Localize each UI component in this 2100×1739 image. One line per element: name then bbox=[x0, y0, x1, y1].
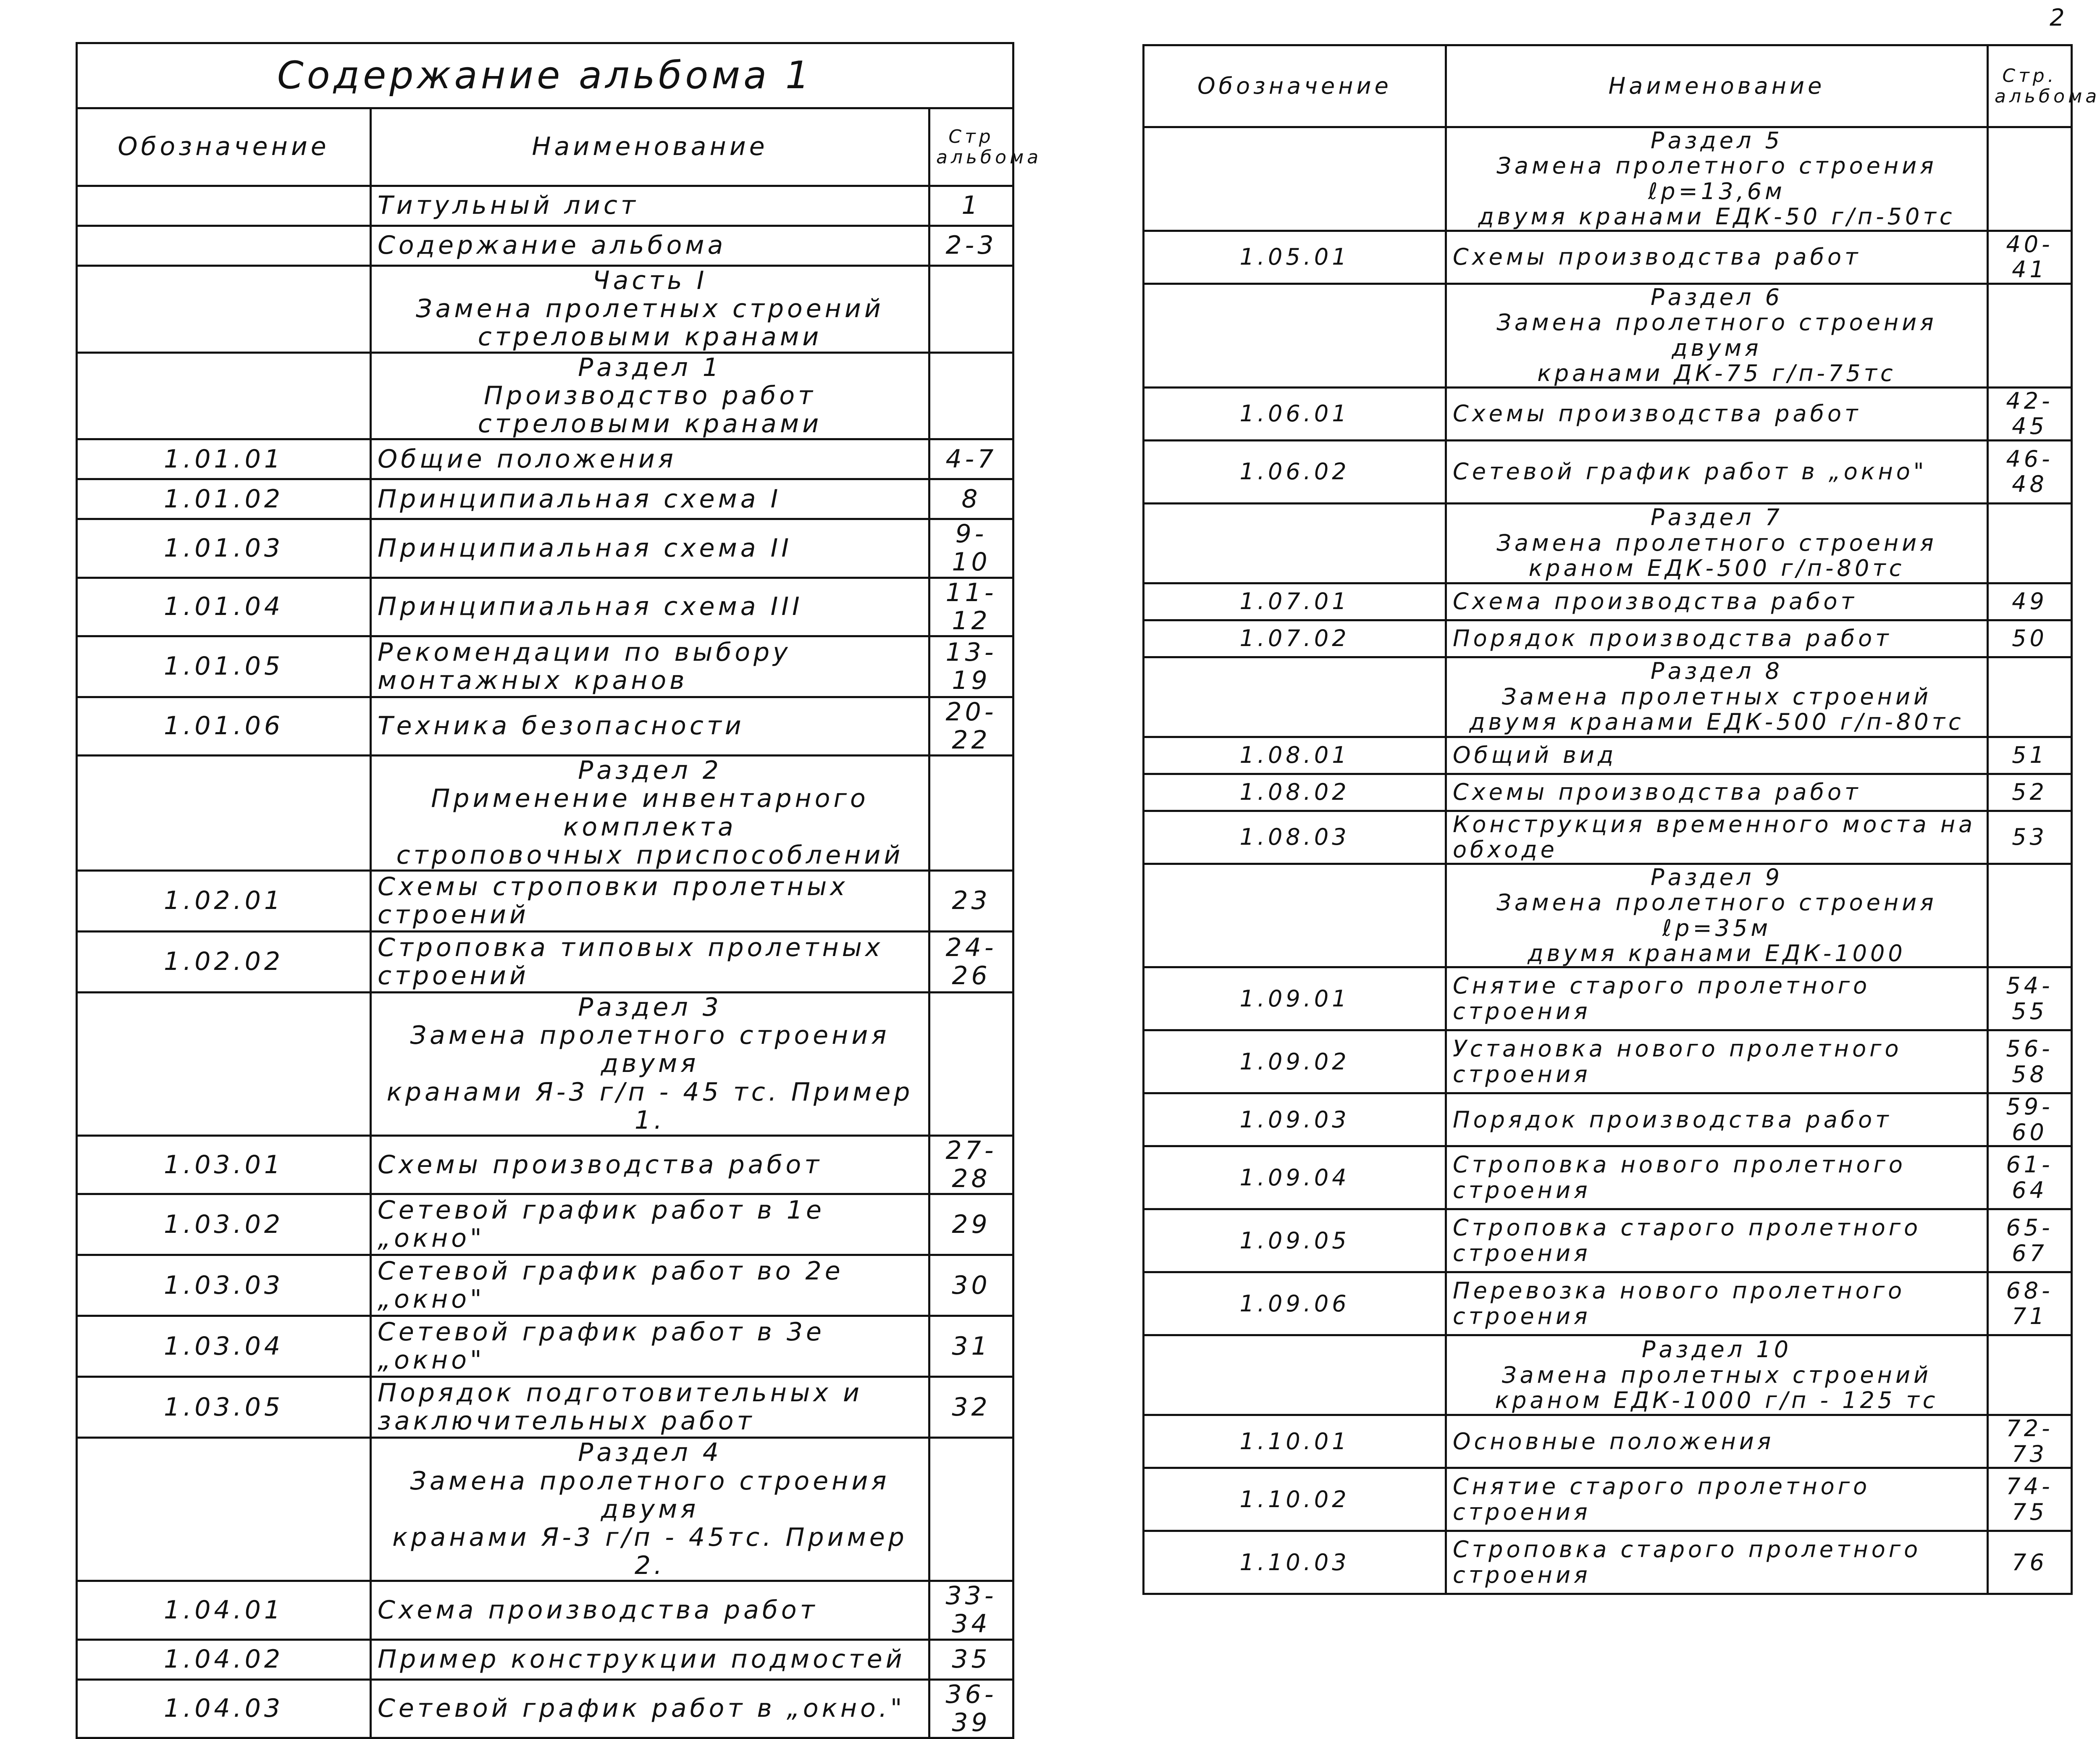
toc-row bbox=[1144, 811, 2072, 864]
row-page: 33-34 bbox=[929, 1581, 1013, 1639]
row-page: 54-55 bbox=[1988, 967, 2072, 1030]
section-text: двумя кранами ЕДК-500 г/п-80тс bbox=[1469, 709, 1964, 736]
row-page bbox=[929, 352, 1013, 439]
row-page: 9-10 bbox=[929, 519, 1013, 578]
section-text: краном ЕДК-500 г/п-80тс bbox=[1528, 555, 1905, 582]
row-code: 1.04.03 bbox=[77, 1679, 371, 1738]
row-code: 1.08.02 bbox=[1144, 774, 1446, 811]
header-page: Стр. альбома bbox=[1988, 45, 2072, 127]
row-code: 1.09.04 bbox=[1144, 1146, 1446, 1209]
row-name: Основные положения bbox=[1446, 1415, 1988, 1468]
section-row bbox=[77, 1438, 1013, 1581]
toc-row bbox=[1144, 620, 2072, 657]
row-page: 40-41 bbox=[1988, 231, 2072, 284]
row-page: 65-67 bbox=[1988, 1209, 2072, 1272]
row-name: Принципиальная схема II bbox=[371, 519, 929, 578]
row-code: 1.04.02 bbox=[77, 1639, 371, 1679]
row-page: 61-64 bbox=[1988, 1146, 2072, 1209]
toc-row bbox=[1144, 737, 2072, 774]
section-text: стреловыми кранами bbox=[478, 409, 822, 439]
row-code bbox=[77, 186, 371, 226]
row-name: Схема производства работ bbox=[371, 1581, 929, 1639]
toc-row bbox=[1144, 440, 2072, 503]
row-page: 20-22 bbox=[929, 697, 1013, 755]
section-heading: Раздел 5 bbox=[1651, 127, 1783, 154]
toc-row bbox=[77, 578, 1013, 636]
toc-row bbox=[1144, 583, 2072, 620]
toc-row bbox=[77, 479, 1013, 519]
toc-row bbox=[1144, 967, 2072, 1030]
row-code bbox=[77, 993, 371, 1136]
row-code: 1.09.02 bbox=[1144, 1030, 1446, 1093]
toc-row bbox=[1144, 387, 2072, 440]
section-title bbox=[371, 993, 929, 1136]
row-page: 56-58 bbox=[1988, 1030, 2072, 1093]
toc-row bbox=[77, 1377, 1013, 1438]
toc-row bbox=[1144, 1415, 2072, 1468]
section-heading: Раздел 6 bbox=[1651, 284, 1783, 310]
section-row bbox=[1144, 864, 2072, 967]
section-text: Замена пролетного строения двумя bbox=[410, 1466, 890, 1524]
row-code: 1.08.03 bbox=[1144, 811, 1446, 864]
row-name: Рекомендации по выбору монтажных кранов bbox=[371, 636, 929, 697]
row-code: 1.07.02 bbox=[1144, 620, 1446, 657]
section-row bbox=[77, 756, 1013, 871]
row-name: Порядок производства работ bbox=[1446, 620, 1988, 657]
row-page bbox=[1988, 657, 2072, 737]
row-code bbox=[77, 352, 371, 439]
section-text: Замена пролетных строений bbox=[1502, 683, 1932, 710]
section-row bbox=[1144, 284, 2072, 387]
row-name: Строповка типовых пролетных строений bbox=[371, 932, 929, 993]
toc-row bbox=[77, 226, 1013, 266]
row-code: 1.10.01 bbox=[1144, 1415, 1446, 1468]
row-page: 13-19 bbox=[929, 636, 1013, 697]
row-code: 1.02.02 bbox=[77, 932, 371, 993]
row-code: 1.03.05 bbox=[77, 1377, 371, 1438]
row-name: Сетевой график работ во 2е „окно" bbox=[371, 1255, 929, 1316]
row-name: Техника безопасности bbox=[371, 697, 929, 755]
row-code bbox=[1144, 1335, 1446, 1415]
row-code: 1.01.01 bbox=[77, 439, 371, 479]
row-name: Пример конструкции подмостей bbox=[371, 1639, 929, 1679]
row-page: 30 bbox=[929, 1255, 1013, 1316]
section-row bbox=[77, 993, 1013, 1136]
row-name: Схемы производства работ bbox=[371, 1135, 929, 1194]
row-page: 49 bbox=[1988, 583, 2072, 620]
row-name: Сетевой график работ в „окно" bbox=[1446, 440, 1988, 503]
row-code bbox=[77, 1438, 371, 1581]
row-page: 68-71 bbox=[1988, 1272, 2072, 1335]
row-code bbox=[1144, 284, 1446, 387]
section-heading: Раздел 10 bbox=[1641, 1336, 1792, 1363]
toc-row bbox=[1144, 1093, 2072, 1146]
row-page: 52 bbox=[1988, 774, 2072, 811]
section-text: Замена пролетного строения двумя bbox=[1496, 309, 1937, 361]
row-code: 1.02.01 bbox=[77, 871, 371, 932]
row-name: Схема производства работ bbox=[1446, 583, 1988, 620]
row-page: 42-45 bbox=[1988, 387, 2072, 440]
toc-row bbox=[1144, 1209, 2072, 1272]
row-code: 1.01.03 bbox=[77, 519, 371, 578]
row-code: 1.06.01 bbox=[1144, 387, 1446, 440]
section-title bbox=[1446, 1335, 1988, 1415]
section-heading: Раздел 3 bbox=[578, 993, 722, 1022]
row-code bbox=[77, 266, 371, 353]
header-code: Обозначение bbox=[1144, 45, 1446, 127]
toc-row bbox=[77, 636, 1013, 697]
row-code: 1.01.06 bbox=[77, 697, 371, 755]
toc-row bbox=[77, 1135, 1013, 1194]
album-title: Содержание альбома 1 bbox=[77, 43, 1013, 108]
row-name: Схемы производства работ bbox=[1446, 774, 1988, 811]
toc-row bbox=[77, 1679, 1013, 1738]
row-page: 59-60 bbox=[1988, 1093, 2072, 1146]
section-text: Замена пролетного строения ℓр=35м bbox=[1496, 889, 1937, 941]
row-name: Титульный лист bbox=[371, 186, 929, 226]
header-name: Наименование bbox=[371, 108, 929, 186]
section-row bbox=[1144, 657, 2072, 737]
section-title bbox=[1446, 864, 1988, 967]
row-page: 1 bbox=[929, 186, 1013, 226]
section-title bbox=[1446, 503, 1988, 583]
row-page bbox=[1988, 864, 2072, 967]
toc-row bbox=[77, 1316, 1013, 1377]
section-heading: Часть I bbox=[592, 266, 708, 295]
row-name: Общие положения bbox=[371, 439, 929, 479]
row-page: 8 bbox=[929, 479, 1013, 519]
row-page: 74-75 bbox=[1988, 1468, 2072, 1531]
section-heading: Раздел 4 bbox=[578, 1438, 722, 1468]
row-page bbox=[1988, 284, 2072, 387]
section-text: Замена пролетного строения двумя bbox=[410, 1021, 890, 1079]
row-page: 2-3 bbox=[929, 226, 1013, 266]
row-code bbox=[1144, 657, 1446, 737]
section-row bbox=[1144, 503, 2072, 583]
row-code: 1.09.03 bbox=[1144, 1093, 1446, 1146]
row-name: Принципиальная схема III bbox=[371, 578, 929, 636]
toc-row bbox=[1144, 1531, 2072, 1594]
section-heading: Раздел 8 bbox=[1651, 658, 1783, 685]
section-title bbox=[371, 266, 929, 353]
row-code: 1.04.01 bbox=[77, 1581, 371, 1639]
row-page: 72-73 bbox=[1988, 1415, 2072, 1468]
toc-row bbox=[77, 1255, 1013, 1316]
row-name: Общий вид bbox=[1446, 737, 1988, 774]
row-page: 23 bbox=[929, 871, 1013, 932]
toc-row bbox=[1144, 1272, 2072, 1335]
row-name: Схемы производства работ bbox=[1446, 231, 1988, 284]
page-number: 2 bbox=[2050, 4, 2065, 32]
header-code: Обозначение bbox=[77, 108, 371, 186]
row-page bbox=[929, 266, 1013, 353]
row-page: 51 bbox=[1988, 737, 2072, 774]
toc-row bbox=[77, 871, 1013, 932]
row-code: 1.03.04 bbox=[77, 1316, 371, 1377]
header-page: Стр альбома bbox=[929, 108, 1013, 186]
row-page bbox=[929, 756, 1013, 871]
section-heading: Раздел 1 bbox=[578, 352, 722, 382]
section-text: кранами Я-3 г/п - 45тс. Пример 2. bbox=[392, 1522, 908, 1581]
row-page: 27-28 bbox=[929, 1135, 1013, 1194]
row-page: 35 bbox=[929, 1639, 1013, 1679]
section-title bbox=[1446, 284, 1988, 387]
section-text: кранами ДК-75 г/п-75тс bbox=[1537, 360, 1896, 387]
toc-row bbox=[77, 932, 1013, 993]
row-page: 4-7 bbox=[929, 439, 1013, 479]
toc-row bbox=[77, 519, 1013, 578]
row-page: 53 bbox=[1988, 811, 2072, 864]
toc-row bbox=[77, 186, 1013, 226]
row-page: 32 bbox=[929, 1377, 1013, 1438]
row-page: 11-12 bbox=[929, 578, 1013, 636]
row-page bbox=[1988, 127, 2072, 231]
row-code: 1.09.01 bbox=[1144, 967, 1446, 1030]
section-text: Замена пролетного строения ℓр=13,6м bbox=[1496, 152, 1937, 205]
toc-row bbox=[1144, 1146, 2072, 1209]
toc-row bbox=[77, 1639, 1013, 1679]
toc-row bbox=[1144, 1468, 2072, 1531]
row-name: Сетевой график работ в „окно." bbox=[371, 1679, 929, 1738]
row-page: 46-48 bbox=[1988, 440, 2072, 503]
row-code: 1.03.01 bbox=[77, 1135, 371, 1194]
section-text: кранами Я-3 г/п - 45 тс. Пример 1. bbox=[386, 1077, 914, 1135]
section-title bbox=[371, 1438, 929, 1581]
section-row bbox=[77, 352, 1013, 439]
section-heading: Раздел 9 bbox=[1651, 864, 1783, 891]
row-name: Сетевой график работ в 1е „окно" bbox=[371, 1194, 929, 1255]
toc-table-right bbox=[1142, 44, 2100, 1595]
row-page bbox=[1988, 503, 2072, 583]
section-heading: Раздел 7 bbox=[1651, 504, 1783, 531]
row-name: Конструкция временного моста на обходе bbox=[1446, 811, 1988, 864]
row-code: 1.01.02 bbox=[77, 479, 371, 519]
row-name: Порядок подготовительных и заключительных работ bbox=[371, 1377, 929, 1438]
row-code: 1.08.01 bbox=[1144, 737, 1446, 774]
section-text: двумя кранами ЕДК-50 г/п-50тс bbox=[1478, 203, 1956, 230]
row-code: 1.07.01 bbox=[1144, 583, 1446, 620]
row-name: Содержание альбома bbox=[371, 226, 929, 266]
row-name: Снятие старого пролетного строения bbox=[1446, 967, 1988, 1030]
row-page: 50 bbox=[1988, 620, 2072, 657]
section-row bbox=[1144, 1335, 2072, 1415]
row-code: 1.01.05 bbox=[77, 636, 371, 697]
row-name: Схемы производства работ bbox=[1446, 387, 1988, 440]
row-name: Порядок производства работ bbox=[1446, 1093, 1988, 1146]
toc-row bbox=[1144, 1030, 2072, 1093]
section-text: двумя кранами ЕДК-1000 bbox=[1528, 940, 1906, 967]
row-code bbox=[77, 756, 371, 871]
row-code: 1.09.06 bbox=[1144, 1272, 1446, 1335]
section-text: Применение инвентарного комплекта bbox=[431, 784, 869, 842]
section-text: Замена пролетных строений bbox=[1502, 1361, 1932, 1388]
toc-row bbox=[77, 1194, 1013, 1255]
toc-row bbox=[1144, 774, 2072, 811]
row-page bbox=[929, 993, 1013, 1136]
section-heading: Раздел 2 bbox=[578, 756, 722, 785]
row-name: Схемы строповки пролетных строений bbox=[371, 871, 929, 932]
row-code: 1.06.02 bbox=[1144, 440, 1446, 503]
row-code: 1.05.01 bbox=[1144, 231, 1446, 284]
row-name: Снятие старого пролетного строения bbox=[1446, 1468, 1988, 1531]
row-name: Строповка нового пролетного строения bbox=[1446, 1146, 1988, 1209]
row-name: Строповка старого пролетного строения bbox=[1446, 1531, 1988, 1594]
row-code bbox=[1144, 503, 1446, 583]
row-name: Сетевой график работ в 3е „окно" bbox=[371, 1316, 929, 1377]
row-code: 1.09.05 bbox=[1144, 1209, 1446, 1272]
toc-row bbox=[77, 697, 1013, 755]
row-name: Перевозка нового пролетного строения bbox=[1446, 1272, 1988, 1335]
section-row bbox=[77, 266, 1013, 353]
row-name: Установка нового пролетного строения bbox=[1446, 1030, 1988, 1093]
row-code: 1.01.04 bbox=[77, 578, 371, 636]
section-text: Производство работ bbox=[484, 381, 816, 410]
row-page: 31 bbox=[929, 1316, 1013, 1377]
row-name: Строповка старого пролетного строения bbox=[1446, 1209, 1988, 1272]
toc-row bbox=[77, 1581, 1013, 1639]
row-page: 24-26 bbox=[929, 932, 1013, 993]
section-text: строповочных приспособлений bbox=[396, 840, 904, 870]
row-code bbox=[1144, 864, 1446, 967]
row-code: 1.03.02 bbox=[77, 1194, 371, 1255]
header-name: Наименование bbox=[1446, 45, 1988, 127]
row-page bbox=[929, 1438, 1013, 1581]
row-code: 1.03.03 bbox=[77, 1255, 371, 1316]
section-title bbox=[1446, 127, 1988, 231]
row-code: 1.10.03 bbox=[1144, 1531, 1446, 1594]
section-text: Замена пролетных строений bbox=[416, 294, 884, 324]
toc-table-left bbox=[76, 42, 1042, 1739]
section-title bbox=[371, 756, 929, 871]
row-page: 29 bbox=[929, 1194, 1013, 1255]
toc-row bbox=[77, 439, 1013, 479]
section-text: краном ЕДК-1000 г/п - 125 тс bbox=[1495, 1387, 1939, 1414]
toc-row bbox=[1144, 231, 2072, 284]
section-text: Замена пролетного строения bbox=[1496, 529, 1937, 556]
row-page: 76 bbox=[1988, 1531, 2072, 1594]
section-title bbox=[371, 352, 929, 439]
row-page: 36-39 bbox=[929, 1679, 1013, 1738]
row-name: Принципиальная схема I bbox=[371, 479, 929, 519]
section-title bbox=[1446, 657, 1988, 737]
row-code bbox=[1144, 127, 1446, 231]
section-text: стреловыми кранами bbox=[478, 322, 822, 352]
row-code: 1.10.02 bbox=[1144, 1468, 1446, 1531]
section-row bbox=[1144, 127, 2072, 231]
row-code bbox=[77, 226, 371, 266]
row-page bbox=[1988, 1335, 2072, 1415]
